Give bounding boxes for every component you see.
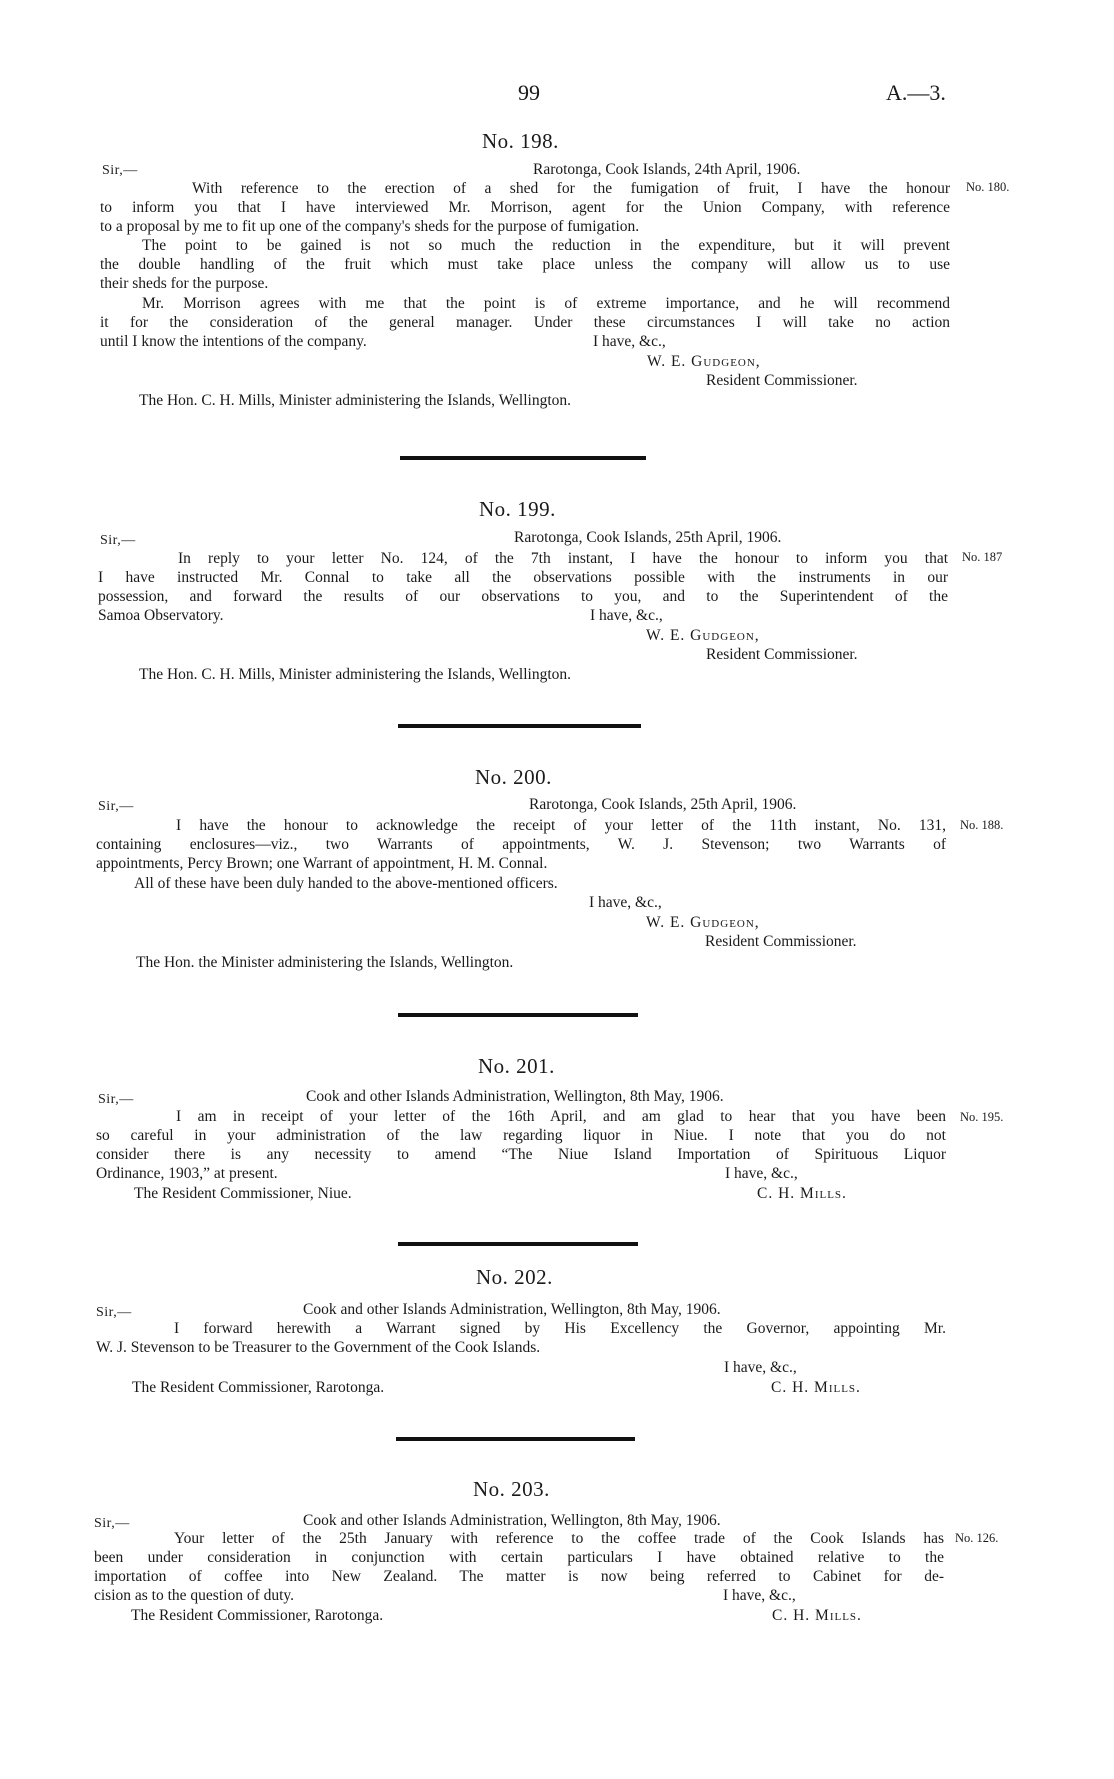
letter-200-salutation: Sir,— <box>98 799 134 814</box>
letter-202-body-line: I forward herewith a Warrant signed by His Excellency the Governor, appointing Mr. <box>174 1320 946 1337</box>
letter-199-body-line: possession, and forward the results of our observations to you, and to the Superintendent of the <box>98 588 948 605</box>
letter-202-number: No. 202. <box>476 1265 553 1289</box>
letter-198-number: No. 198. <box>482 129 559 153</box>
letter-200-signer: W. E. Gudgeon, <box>646 914 760 931</box>
letter-201-addressee: The Resident Commissioner, Niue. <box>134 1185 352 1202</box>
letter-198-body-line: to a proposal by me to fit up one of the company's sheds for the purpose of fumigation. <box>100 218 640 235</box>
letter-199-closing: I have, &c., <box>590 607 663 624</box>
section-divider <box>398 724 641 728</box>
letter-201-closing: I have, &c., <box>725 1165 798 1182</box>
letter-201-margin-ref: No. 195. <box>960 1110 1004 1124</box>
letter-201-body-line: I am in receipt of your letter of the 16th April, and am glad to hear that you have been <box>176 1108 946 1125</box>
page-number: 99 <box>518 80 540 105</box>
letter-203-salutation: Sir,— <box>94 1516 130 1531</box>
letter-200-addressee: The Hon. the Minister administering the Islands, Wellington. <box>136 954 514 971</box>
letter-203-place-date: Cook and other Islands Administration, Wellington, 8th May, 1906. <box>303 1512 721 1529</box>
letter-198-body-line: until I know the intentions of the company. <box>100 333 367 350</box>
letter-198-signer-title: Resident Commissioner. <box>706 372 858 389</box>
letter-199-body-line: I have instructed Mr. Connal to take all the observations possible with the instruments in our <box>98 569 948 586</box>
letter-200-signer-title: Resident Commissioner. <box>705 933 857 950</box>
letter-198-body-line: Mr. Morrison agrees with me that the point is of extreme importance, and he will recommend <box>142 295 950 312</box>
letter-202-place-date: Cook and other Islands Administration, Wellington, 8th May, 1906. <box>303 1301 721 1318</box>
letter-200-body-line: appointments, Percy Brown; one Warrant of appointment, H. M. Connal. <box>96 855 548 872</box>
letter-198-margin-ref: No. 180. <box>966 180 1010 194</box>
letter-198-place-date: Rarotonga, Cook Islands, 24th April, 1906. <box>533 161 801 178</box>
letter-199-body-line: Samoa Observatory. <box>98 607 224 624</box>
letter-198-body-line: With reference to the erection of a shed for the fumigation of fruit, I have the honour <box>192 180 950 197</box>
letter-199-body-line: In reply to your letter No. 124, of the 7th instant, I have the honour to inform you that <box>178 550 948 567</box>
letter-200-body-line: containing enclosures—viz., two Warrants of appointments, W. J. Stevenson; two Warrants of <box>96 836 946 853</box>
letter-203-body-line: been under consideration in conjunction with certain particulars I have obtained relative to the <box>94 1549 944 1566</box>
letter-199-place-date: Rarotonga, Cook Islands, 25th April, 1906. <box>514 529 782 546</box>
letter-203-margin-ref: No. 126. <box>955 1531 999 1545</box>
letter-202-signer: C. H. Mills. <box>771 1379 861 1396</box>
section-divider <box>400 456 646 460</box>
document-reference: A.—3. <box>886 80 946 105</box>
letter-198-body-line: their sheds for the purpose. <box>100 275 269 292</box>
letter-198-body-line: the double handling of the fruit which must take place unless the company will allow us to use <box>100 256 950 273</box>
letter-203-body-line: importation of coffee into New Zealand. The matter is now being referred to Cabinet for de- <box>94 1568 944 1585</box>
letter-201-place-date: Cook and other Islands Administration, Wellington, 8th May, 1906. <box>306 1088 724 1105</box>
letter-201-salutation: Sir,— <box>98 1092 134 1107</box>
letter-202-addressee: The Resident Commissioner, Rarotonga. <box>132 1379 385 1396</box>
letter-199-addressee: The Hon. C. H. Mills, Minister administering the Islands, Wellington. <box>139 666 572 683</box>
letter-199-signer: W. E. Gudgeon, <box>646 627 760 644</box>
letter-202-closing: I have, &c., <box>724 1359 797 1376</box>
letter-203-body-line: Your letter of the 25th January with reference to the coffee trade of the Cook Islands has <box>174 1530 944 1547</box>
letter-203-closing: I have, &c., <box>723 1587 796 1604</box>
letter-198-salutation: Sir,— <box>102 163 138 178</box>
letter-198-body-line: it for the consideration of the general manager. Under these circumstances I will take no action <box>100 314 950 331</box>
letter-200-body-line: All of these have been duly handed to the above-mentioned officers. <box>134 875 558 892</box>
letter-203-signer: C. H. Mills. <box>772 1607 862 1624</box>
letter-200-number: No. 200. <box>475 765 552 789</box>
letter-202-salutation: Sir,— <box>96 1305 132 1320</box>
section-divider <box>396 1437 635 1441</box>
section-divider <box>398 1013 638 1017</box>
letter-199-signer-title: Resident Commissioner. <box>706 646 858 663</box>
letter-198-body-line: The point to be gained is not so much the reduction in the expenditure, but it will prevent <box>142 237 950 254</box>
letter-199-number: No. 199. <box>479 497 556 521</box>
letter-201-number: No. 201. <box>478 1054 555 1078</box>
letter-203-addressee: The Resident Commissioner, Rarotonga. <box>131 1607 384 1624</box>
letter-199-margin-ref: No. 187 <box>962 550 1003 564</box>
letter-201-body-line: consider there is any necessity to amend “The Niue Island Importation of Spirituous Liquor <box>96 1146 946 1163</box>
letter-201-signer: C. H. Mills. <box>757 1185 847 1202</box>
letter-200-margin-ref: No. 188. <box>960 818 1004 832</box>
letter-200-body-line: I have the honour to acknowledge the receipt of your letter of the 11th instant, No. 131, <box>176 817 946 834</box>
letter-200-closing: I have, &c., <box>589 894 662 911</box>
letter-198-signer: W. E. Gudgeon, <box>647 353 761 370</box>
letter-199-salutation: Sir,— <box>100 533 136 548</box>
letter-203-number: No. 203. <box>473 1477 550 1501</box>
letter-201-body-line: Ordinance, 1903,” at present. <box>96 1165 278 1182</box>
letter-203-body-line: cision as to the question of duty. <box>94 1587 295 1604</box>
letter-201-body-line: so careful in your administration of the law regarding liquor in Niue. I note that you do not <box>96 1127 946 1144</box>
letter-202-body-line: W. J. Stevenson to be Treasurer to the Government of the Cook Islands. <box>96 1339 541 1356</box>
letter-198-addressee: The Hon. C. H. Mills, Minister administering the Islands, Wellington. <box>139 392 572 409</box>
section-divider <box>398 1242 638 1246</box>
letter-200-place-date: Rarotonga, Cook Islands, 25th April, 1906. <box>529 796 797 813</box>
letter-198-closing: I have, &c., <box>593 333 666 350</box>
letter-198-body-line: to inform you that I have interviewed Mr. Morrison, agent for the Union Company, with reference <box>100 199 950 216</box>
